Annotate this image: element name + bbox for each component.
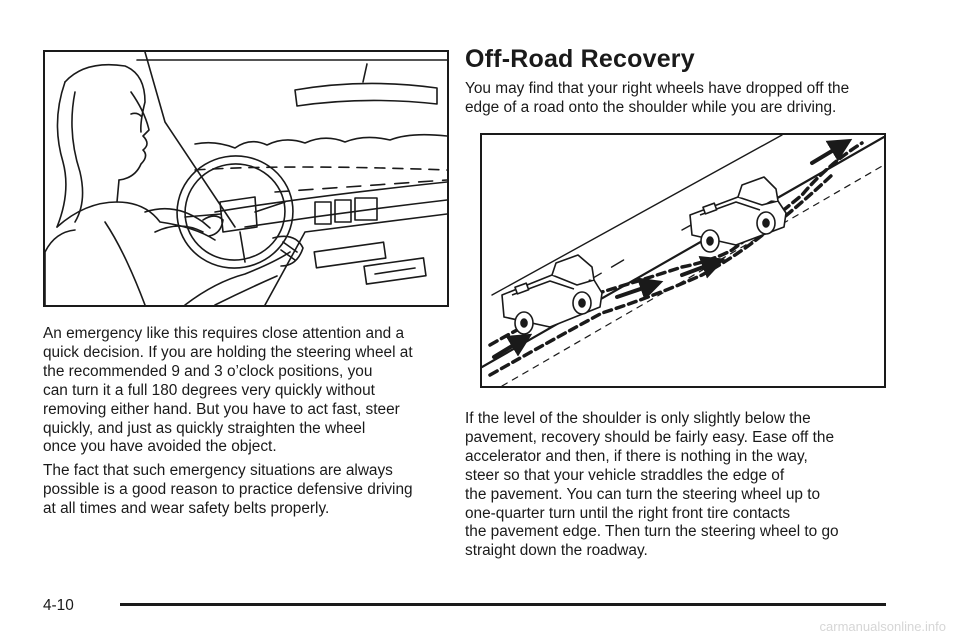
text-line: steer so that your vehicle straddles the edge of xyxy=(465,466,785,484)
text-line: pavement, recovery should be fairly easy. Ease off the xyxy=(465,428,835,446)
text-line: straight down the roadway. xyxy=(465,542,648,560)
driver-steering-illustration xyxy=(43,50,449,307)
right-paragraph-2 xyxy=(465,410,895,561)
text-line: You may find that your right wheels have dropped off the xyxy=(465,80,850,97)
text-line: accelerator and then, if there is nothing in the way, xyxy=(465,447,808,465)
text-line: the pavement edge. Then turn the steering wheel to go xyxy=(465,523,839,541)
page-number: 4-10 xyxy=(43,597,74,614)
text-line: quickly, and just as quickly straighten the wheel xyxy=(43,419,366,437)
text-line: the pavement. You can turn the steering wheel up to xyxy=(465,485,821,503)
left-paragraph-1 xyxy=(43,325,453,457)
text-line: one-quarter turn until the right front tire contacts xyxy=(465,504,791,522)
driver-steering-drawing xyxy=(45,52,447,305)
off-road-recovery-drawing xyxy=(482,135,884,386)
section-title: Off-Road Recovery xyxy=(465,45,695,73)
off-road-recovery-illustration xyxy=(480,133,886,388)
text-line: removing either hand. But you have to act fast, steer xyxy=(43,400,400,418)
text-line: An emergency like this requires close attention and a xyxy=(43,325,405,342)
watermark: carmanualsonline.info xyxy=(819,619,946,634)
right-intro-paragraph xyxy=(465,80,895,118)
text-line: edge of a road onto the shoulder while you are driving. xyxy=(465,98,837,116)
text-line: The fact that such emergency situations are always xyxy=(43,462,393,479)
text-line: at all times and wear safety belts properly. xyxy=(43,499,330,517)
text-line: the recommended 9 and 3 o’clock positions, you xyxy=(43,362,373,380)
left-paragraph-2 xyxy=(43,462,453,519)
footer-rule xyxy=(120,603,886,606)
text-line: once you have avoided the object. xyxy=(43,438,277,456)
text-line: If the level of the shoulder is only slightly below the xyxy=(465,410,811,427)
text-line: can turn it a full 180 degrees very quickly without xyxy=(43,381,375,399)
text-line: quick decision. If you are holding the steering wheel at xyxy=(43,343,413,361)
text-line: possible is a good reason to practice defensive driving xyxy=(43,480,413,498)
